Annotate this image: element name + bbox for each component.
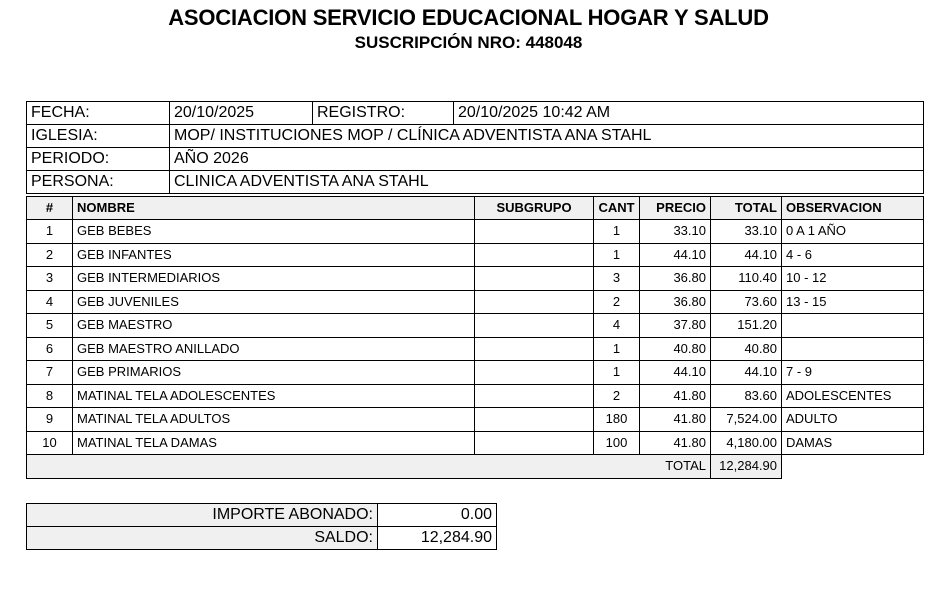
summary-row-importe	[27, 504, 497, 527]
cell-precio: 36.80	[640, 290, 711, 314]
cell-subgrupo	[475, 243, 594, 267]
registro-label: REGISTRO:	[313, 102, 454, 125]
info-row-fecha	[27, 102, 924, 125]
fecha-value: 20/10/2025	[170, 102, 313, 125]
cell-cant: 1	[594, 361, 640, 385]
table-row	[27, 384, 924, 408]
cell-num: 9	[27, 408, 73, 432]
cell-subgrupo	[475, 431, 594, 455]
cell-num: 6	[27, 337, 73, 361]
organization-title: ASOCIACION SERVICIO EDUCACIONAL HOGAR Y SALUD	[168, 5, 769, 30]
cell-precio: 41.80	[640, 384, 711, 408]
cell-num: 3	[27, 267, 73, 291]
table-row	[27, 337, 924, 361]
periodo-label: PERIODO:	[27, 148, 170, 171]
cell-observacion	[782, 337, 924, 361]
cell-cant: 2	[594, 384, 640, 408]
cell-subgrupo	[475, 267, 594, 291]
cell-subgrupo	[475, 314, 594, 338]
cell-subgrupo	[475, 337, 594, 361]
cell-precio: 41.80	[640, 431, 711, 455]
cell-precio: 41.80	[640, 408, 711, 432]
table-row	[27, 267, 924, 291]
header-total: TOTAL	[711, 197, 782, 220]
importe-value: 0.00	[378, 504, 497, 527]
table-row	[27, 243, 924, 267]
cell-total: 40.80	[711, 337, 782, 361]
subscription-number: 448048	[525, 33, 583, 52]
total-row-blank	[782, 455, 924, 479]
header-subgrupo: SUBGRUPO	[475, 197, 594, 220]
table-row	[27, 431, 924, 455]
table-row	[27, 290, 924, 314]
total-value: 12,284.90	[711, 455, 782, 479]
cell-nombre: GEB INFANTES	[73, 243, 475, 267]
table-row	[27, 314, 924, 338]
cell-nombre: MATINAL TELA ADULTOS	[73, 408, 475, 432]
cell-observacion: ADULTO	[782, 408, 924, 432]
cell-nombre: GEB PRIMARIOS	[73, 361, 475, 385]
cell-total: 4,180.00	[711, 431, 782, 455]
cell-precio: 44.10	[640, 361, 711, 385]
cell-num: 10	[27, 431, 73, 455]
info-row-iglesia	[27, 125, 924, 148]
cell-total: 44.10	[711, 243, 782, 267]
cell-cant: 3	[594, 267, 640, 291]
cell-total: 33.10	[711, 220, 782, 244]
fecha-label: FECHA:	[27, 102, 170, 125]
cell-total: 7,524.00	[711, 408, 782, 432]
cell-num: 2	[27, 243, 73, 267]
persona-label: PERSONA:	[27, 171, 170, 194]
cell-total: 83.60	[711, 384, 782, 408]
cell-precio: 36.80	[640, 267, 711, 291]
cell-subgrupo	[475, 290, 594, 314]
summary-row-saldo	[27, 527, 497, 550]
total-label: TOTAL	[27, 455, 711, 479]
cell-nombre: GEB JUVENILES	[73, 290, 475, 314]
cell-cant: 1	[594, 337, 640, 361]
registro-value: 20/10/2025 10:42 AM	[454, 102, 924, 125]
cell-total: 110.40	[711, 267, 782, 291]
cell-total: 73.60	[711, 290, 782, 314]
header-precio: PRECIO	[640, 197, 711, 220]
cell-subgrupo	[475, 384, 594, 408]
header-nombre: NOMBRE	[73, 197, 475, 220]
periodo-value: AÑO 2026	[170, 148, 924, 171]
cell-num: 8	[27, 384, 73, 408]
header-observacion: OBSERVACION	[782, 197, 924, 220]
table-row	[27, 220, 924, 244]
cell-observacion	[782, 314, 924, 338]
cell-precio: 33.10	[640, 220, 711, 244]
cell-num: 1	[27, 220, 73, 244]
info-row-persona	[27, 171, 924, 194]
cell-observacion: 7 - 9	[782, 361, 924, 385]
cell-observacion: ADOLESCENTES	[782, 384, 924, 408]
cell-total: 44.10	[711, 361, 782, 385]
iglesia-label: IGLESIA:	[27, 125, 170, 148]
cell-num: 5	[27, 314, 73, 338]
subscription-label: SUSCRIPCIÓN NRO:	[354, 33, 521, 52]
cell-nombre: MATINAL TELA ADOLESCENTES	[73, 384, 475, 408]
cell-cant: 4	[594, 314, 640, 338]
header-cant: CANT	[594, 197, 640, 220]
cell-nombre: GEB INTERMEDIARIOS	[73, 267, 475, 291]
cell-observacion: DAMAS	[782, 431, 924, 455]
saldo-value: 12,284.90	[378, 527, 497, 550]
cell-cant: 2	[594, 290, 640, 314]
saldo-label: SALDO:	[27, 527, 378, 550]
cell-observacion: 0 A 1 AÑO	[782, 220, 924, 244]
cell-observacion: 10 - 12	[782, 267, 924, 291]
iglesia-value: MOP/ INSTITUCIONES MOP / CLÍNICA ADVENTISTA ANA STAHL	[170, 125, 924, 148]
cell-nombre: GEB MAESTRO ANILLADO	[73, 337, 475, 361]
cell-subgrupo	[475, 361, 594, 385]
cell-nombre: GEB BEBES	[73, 220, 475, 244]
importe-label: IMPORTE ABONADO:	[27, 504, 378, 527]
cell-num: 4	[27, 290, 73, 314]
items-table	[26, 196, 924, 479]
cell-cant: 100	[594, 431, 640, 455]
items-total-row	[27, 455, 924, 479]
cell-cant: 1	[594, 243, 640, 267]
cell-num: 7	[27, 361, 73, 385]
cell-observacion: 13 - 15	[782, 290, 924, 314]
cell-precio: 40.80	[640, 337, 711, 361]
header-num: #	[27, 197, 73, 220]
table-row	[27, 408, 924, 432]
subscription-heading	[0, 33, 937, 53]
items-header-row	[27, 197, 924, 220]
cell-precio: 37.80	[640, 314, 711, 338]
info-table	[26, 101, 924, 194]
cell-nombre: GEB MAESTRO	[73, 314, 475, 338]
cell-cant: 180	[594, 408, 640, 432]
summary-table	[26, 503, 497, 550]
table-row	[27, 361, 924, 385]
cell-nombre: MATINAL TELA DAMAS	[73, 431, 475, 455]
info-row-periodo	[27, 148, 924, 171]
cell-subgrupo	[475, 408, 594, 432]
cell-total: 151.20	[711, 314, 782, 338]
cell-precio: 44.10	[640, 243, 711, 267]
cell-observacion: 4 - 6	[782, 243, 924, 267]
cell-cant: 1	[594, 220, 640, 244]
persona-value: CLINICA ADVENTISTA ANA STAHL	[170, 171, 924, 194]
cell-subgrupo	[475, 220, 594, 244]
